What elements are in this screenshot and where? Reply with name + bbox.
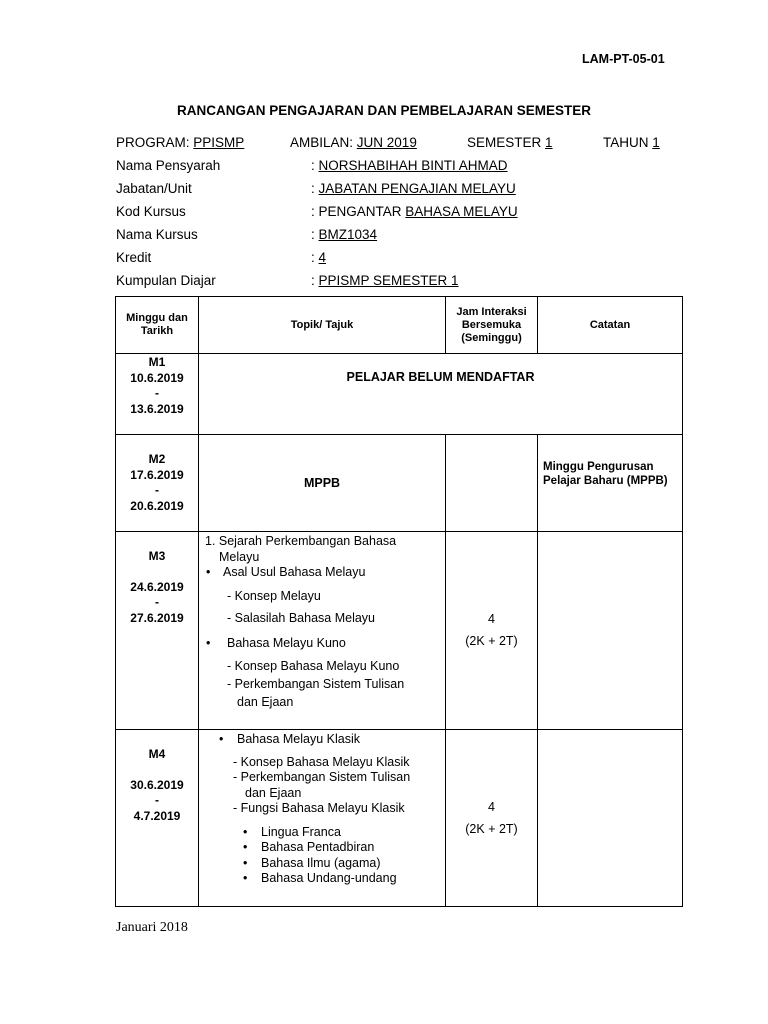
program-value: PPISMP (193, 135, 245, 150)
semester-label: SEMESTER (467, 135, 542, 150)
program-row (116, 135, 244, 150)
hours-cell: 4 (2K + 2T) (446, 532, 538, 730)
merged-status-cell: PELAJAR BELUM MENDAFTAR (199, 354, 683, 435)
header-minggu-tarikh: Minggu dan Tarikh (116, 297, 199, 354)
field-label: Nama Kursus (116, 227, 198, 242)
ambilan-label: AMBILAN: (290, 135, 354, 150)
field-label: Jabatan/Unit (116, 181, 192, 196)
week-cell: M2 17.6.2019 - 20.6.2019 (116, 435, 199, 532)
topic-bullet: • Bahasa Melayu Kuno (199, 636, 445, 652)
topic-cell: 1. Sejarah Perkembangan Bahasa Melayu • Asal Usul Bahasa Melayu - Konsep Melayu - Salasilah Bahasa Melayu • Bahasa Melayu Kuno - Konsep Bahasa Melayu Kuno - Perkembangan Sistem Tulisan dan Ejaan (199, 532, 446, 730)
hours-cell (446, 435, 538, 532)
topic-sub-bullet: • Bahasa Pentadbiran (199, 840, 445, 856)
semester-value: 1 (545, 135, 553, 150)
table-row (116, 435, 683, 532)
header-topik-tajuk: Topik/ Tajuk (199, 297, 446, 354)
field-value: : 4 (311, 250, 327, 265)
field-value: : PPISMP SEMESTER 1 (311, 273, 459, 288)
note-cell (538, 532, 683, 730)
program-label: PROGRAM: (116, 135, 190, 150)
topic-cell: MPPB (199, 435, 446, 532)
week-cell: M1 10.6.2019 - 13.6.2019 (116, 354, 199, 435)
topic-sub-bullet: • Lingua Franca (199, 825, 445, 841)
topic-sub-bullet: • Bahasa Undang-undang (199, 871, 445, 887)
field-value: : JABATAN PENGAJIAN MELAYU (311, 181, 516, 196)
field-value: : NORSHABIHAH BINTI AHMAD (311, 158, 508, 173)
field-label: Kredit (116, 250, 152, 265)
table-header-row (116, 297, 683, 354)
field-value: : BMZ1034 (311, 227, 378, 242)
header-jam-interaksi: Jam Interaksi Bersemuka (Seminggu) (446, 297, 538, 354)
field-label: Kumpulan Diajar (116, 273, 216, 288)
tahun-label: TAHUN (603, 135, 649, 150)
field-label: Nama Pensyarah (116, 158, 221, 173)
footer-date: Januari 2018 (116, 920, 188, 935)
schedule-table (115, 296, 683, 907)
topic-bullet: • Asal Usul Bahasa Melayu (199, 565, 445, 581)
tahun-field (603, 135, 660, 150)
tahun-value: 1 (652, 135, 660, 150)
semester-field (467, 135, 553, 150)
field-value: : PENGANTAR BAHASA MELAYU (311, 204, 518, 219)
ambilan-value: JUN 2019 (356, 135, 417, 150)
topic-bullet: • Bahasa Melayu Klasik (199, 732, 445, 748)
topic-sub-bullet: • Bahasa Ilmu (agama) (199, 856, 445, 872)
document-title: RANCANGAN PENGAJARAN DAN PEMBELAJARAN SEMESTER (176, 103, 592, 118)
topic-cell: • Bahasa Melayu Klasik - Konsep Bahasa Melayu Klasik - Perkembangan Sistem Tulisan dan Ejaan - Fungsi Bahasa Melayu Klasik • Lingua Franca • Bahasa Pentadbiran • Bahasa Ilmu (agama) • Bahasa Undang-undang (199, 730, 446, 907)
note-cell (538, 730, 683, 907)
table-row (116, 730, 683, 907)
week-cell: M4 30.6.2019 - 4.7.2019 (116, 730, 199, 907)
table-row (116, 532, 683, 730)
note-cell: Minggu Pengurusan Pelajar Baharu (MPPB) (538, 435, 683, 532)
header-catatan: Catatan (538, 297, 683, 354)
hours-cell: 4 (2K + 2T) (446, 730, 538, 907)
document-reference-code: LAM-PT-05-01 (582, 52, 665, 66)
field-label: Kod Kursus (116, 204, 186, 219)
ambilan-field (290, 135, 417, 150)
table-row (116, 354, 683, 435)
week-cell: M3 24.6.2019 - 27.6.2019 (116, 532, 199, 730)
